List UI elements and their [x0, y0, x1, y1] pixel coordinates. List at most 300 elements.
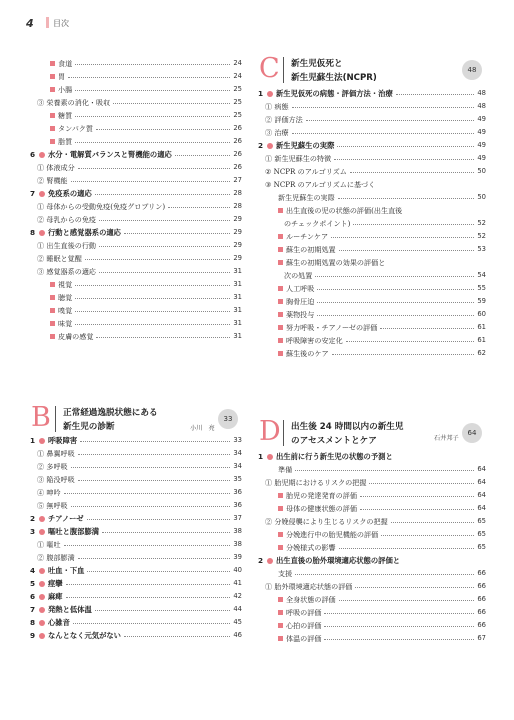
section-bullet-icon [39, 620, 45, 626]
entry-text [30, 577, 63, 590]
dot-leader [324, 626, 474, 627]
entry-text [265, 515, 388, 528]
toc-entry [30, 187, 242, 200]
entry-text [30, 434, 77, 447]
toc-entry [30, 330, 242, 343]
entry-label: 心雑音 [48, 618, 70, 627]
entry-text [50, 135, 72, 148]
toc-entry [30, 473, 242, 486]
dot-leader [96, 129, 230, 130]
dot-leader [102, 532, 230, 533]
entry-page: 52 [477, 232, 486, 240]
entry-page: 31 [233, 293, 242, 301]
square-bullet-icon [278, 610, 283, 615]
entry-label: 嗅覚 [58, 306, 73, 315]
dot-leader [381, 535, 474, 536]
toc-entry [258, 593, 486, 606]
dot-leader [71, 506, 230, 507]
entry-text [278, 191, 335, 204]
entry-label: ② NCPR のアルゴリズム [265, 167, 347, 176]
section-number: 4 [30, 566, 36, 575]
entry-label: ② 分娩侵襲により生じるリスクの把握 [265, 517, 388, 526]
chapter-divider [283, 57, 284, 83]
toc-entry [258, 243, 486, 256]
entry-text [278, 321, 377, 334]
section-bullet-icon [39, 529, 45, 535]
dot-leader [391, 522, 474, 523]
entry-label: 水分・電解質バランスと腎機能の適応 [48, 150, 172, 159]
chapter-heading-c [258, 54, 486, 88]
entry-text [30, 187, 92, 200]
dot-leader [339, 548, 474, 549]
dot-leader [73, 623, 230, 624]
chapter-letter: B [31, 402, 51, 433]
entry-label: ① 胎児期におけるリスクの把握 [265, 478, 367, 487]
entry-text [278, 347, 329, 360]
entry-page: 60 [477, 310, 486, 318]
entry-page: 27 [233, 176, 242, 184]
section-number: 1 [258, 452, 264, 461]
entry-text [278, 606, 321, 619]
square-bullet-icon [278, 493, 283, 498]
entry-text [278, 593, 336, 606]
entry-page: 55 [477, 284, 486, 292]
dot-leader [317, 315, 474, 316]
entry-label: ② 腎機能 [37, 176, 68, 185]
chapter-heading-d [258, 417, 486, 451]
dot-leader [80, 441, 230, 442]
running-title: 目次 [53, 19, 69, 28]
entry-page: 61 [477, 323, 486, 331]
chapter-title-line2: 新生児の診断 [63, 422, 115, 432]
entry-text [278, 528, 378, 541]
toc-entry [258, 178, 486, 191]
chapter-title-line2: のアセスメントとケア [291, 436, 377, 446]
dot-leader [64, 493, 230, 494]
entry-page: 26 [233, 137, 242, 145]
section-bullet-icon [267, 454, 273, 460]
entry-label: ① 出生直後の行動 [37, 241, 97, 250]
entry-label: ② 母乳からの免疫 [37, 215, 97, 224]
square-bullet-icon [278, 636, 283, 641]
toc-entry [30, 57, 242, 70]
dot-leader [75, 324, 230, 325]
chapter-letter: C [259, 53, 280, 84]
dot-leader [334, 159, 474, 160]
entry-page: 31 [233, 280, 242, 288]
entry-text [37, 200, 165, 213]
entry-label: 糖質 [58, 111, 73, 120]
section-number: 6 [30, 150, 36, 159]
entry-label: ③ NCPR のアルゴリズムに基づく [265, 180, 376, 189]
entry-label: ① 新生児蘇生の特徴 [265, 154, 332, 163]
entry-page: 25 [233, 98, 242, 106]
entry-text [278, 308, 314, 321]
entry-page: 54 [477, 271, 486, 279]
section-bullet-icon [267, 558, 273, 564]
entry-text [37, 239, 96, 252]
toc-entry [258, 308, 486, 321]
entry-label: 胎児の発達発育の評価 [286, 491, 357, 500]
toc-entry [258, 580, 486, 593]
entry-text [265, 580, 352, 593]
entry-page: 28 [233, 189, 242, 197]
entry-label: ① 母体からの受動免疫(免疫グロブリン) [37, 202, 166, 211]
section-number: 2 [258, 141, 264, 150]
entry-text [37, 213, 96, 226]
toc-entry [30, 538, 242, 551]
square-bullet-icon [278, 299, 283, 304]
toc-entry [30, 616, 242, 629]
section-number: 3 [30, 527, 36, 536]
entry-label: ① 体液成分 [37, 163, 75, 172]
toc-entry [30, 161, 242, 174]
dot-leader [66, 597, 230, 598]
section-number: 2 [30, 514, 36, 523]
square-bullet-icon [50, 295, 55, 300]
entry-page: 40 [233, 566, 242, 574]
square-bullet-icon [278, 338, 283, 343]
dot-leader [324, 613, 474, 614]
dot-leader [71, 467, 230, 468]
dot-leader [396, 94, 474, 95]
entry-page: 26 [233, 124, 242, 132]
entry-text [50, 291, 72, 304]
dot-leader [295, 574, 474, 575]
toc-entry [30, 291, 242, 304]
entry-page: 35 [233, 475, 242, 483]
entry-page: 46 [233, 631, 242, 639]
entry-page: 66 [477, 595, 486, 603]
entry-text [265, 113, 303, 126]
entry-text [37, 161, 75, 174]
chapter-title-line1: 新生児仮死と [291, 59, 343, 69]
entry-page: 29 [233, 228, 242, 236]
section-bullet-icon [267, 91, 273, 97]
square-bullet-icon [50, 74, 55, 79]
square-bullet-icon [278, 312, 283, 317]
toc-entry [258, 347, 486, 360]
entry-page: 28 [233, 202, 242, 210]
entry-label: 分娩進行中の胎児機能の評価 [286, 530, 379, 539]
dot-leader [75, 298, 230, 299]
entry-page: 44 [233, 605, 242, 613]
entry-page: 42 [233, 592, 242, 600]
toc-entry [30, 551, 242, 564]
toc-entry [30, 200, 242, 213]
toc-entry [258, 139, 486, 152]
toc-entry [30, 512, 242, 525]
entry-label: ① 病態 [265, 102, 289, 111]
entry-text [37, 460, 68, 473]
entry-label: ① 嘔吐 [37, 540, 61, 549]
square-bullet-icon [278, 506, 283, 511]
entry-page: 65 [477, 530, 486, 538]
dot-leader [360, 496, 474, 497]
page-number: 4 [26, 17, 34, 30]
chapter-heading-b [30, 403, 242, 437]
entry-label: ② 多呼吸 [37, 462, 68, 471]
dot-leader [346, 341, 474, 342]
toc-entry [258, 619, 486, 632]
entry-page: 36 [233, 488, 242, 496]
entry-page: 66 [477, 608, 486, 616]
section-number: 9 [30, 631, 36, 640]
entry-text [278, 334, 343, 347]
entry-text [37, 174, 68, 187]
section-bullet-icon [39, 568, 45, 574]
section-bullet-icon [39, 607, 45, 613]
dot-leader [78, 480, 230, 481]
square-bullet-icon [278, 532, 283, 537]
entry-text [278, 567, 292, 580]
entry-text [265, 152, 331, 165]
toc-entry [258, 554, 486, 567]
toc-entry [258, 541, 486, 554]
entry-text [30, 226, 121, 239]
entry-label: 麻痺 [48, 592, 63, 601]
chapter-author: 小川 亮 [190, 425, 215, 432]
dot-leader [350, 172, 474, 173]
toc-entry [30, 213, 242, 226]
entry-text [258, 139, 334, 152]
toc-entry [258, 502, 486, 515]
dot-leader [355, 587, 474, 588]
toc-entry [30, 174, 242, 187]
entry-label: 次の処置 [284, 271, 313, 280]
dot-leader [168, 207, 230, 208]
dot-leader [78, 168, 230, 169]
section-bullet-icon [39, 633, 45, 639]
section-number: 5 [30, 579, 36, 588]
entry-page: 64 [477, 478, 486, 486]
square-bullet-icon [50, 139, 55, 144]
entry-label: ③ 治療 [265, 128, 289, 137]
entry-label: 蘇生後のケア [286, 349, 329, 358]
entry-label: 免疫系の適応 [48, 189, 92, 198]
entry-label: 出生前に行う新生児の状態の予測と [276, 452, 393, 461]
section-bullet-icon [39, 594, 45, 600]
entry-text [30, 512, 84, 525]
section-number: 1 [258, 89, 264, 98]
dot-leader [68, 77, 230, 78]
dot-leader [317, 289, 474, 290]
square-bullet-icon [278, 286, 283, 291]
entry-text [278, 295, 314, 308]
dot-leader [338, 198, 474, 199]
chapter-letter: D [259, 416, 281, 447]
chapter-title-line2: 新生児蘇生法(NCPR) [291, 73, 377, 83]
section-bullet-icon [39, 152, 45, 158]
toc-entry [30, 226, 242, 239]
entry-page: 37 [233, 514, 242, 522]
dot-leader [339, 600, 474, 601]
dot-leader [87, 519, 230, 520]
dot-leader [75, 64, 230, 65]
toc-entry [30, 122, 242, 135]
toc-entry [258, 321, 486, 334]
entry-page: 31 [233, 319, 242, 327]
section-number: 1 [30, 436, 36, 445]
entry-page: 29 [233, 254, 242, 262]
toc-entry [30, 460, 242, 473]
entry-page: 62 [477, 349, 486, 357]
square-bullet-icon [278, 623, 283, 628]
entry-label: ③ 感覚器系の適応 [37, 267, 97, 276]
entry-text [265, 178, 375, 191]
dot-leader [71, 181, 230, 182]
toc-entry [258, 282, 486, 295]
header-accent-bar [46, 17, 49, 28]
toc-entry [30, 278, 242, 291]
entry-page: 59 [477, 297, 486, 305]
entry-label: ② 睡眠と覚醒 [37, 254, 82, 263]
entry-label: 全身状態の評価 [286, 595, 336, 604]
entry-text [37, 486, 61, 499]
entry-label: ③ 栄養素の消化・吸収 [37, 98, 111, 107]
chapter-page-badge: 64 [462, 423, 482, 443]
entry-page: 31 [233, 267, 242, 275]
square-bullet-icon [278, 597, 283, 602]
toc-entry [30, 629, 242, 642]
entry-label: 出生直後の胎外環境適応状態の評価と [276, 556, 401, 565]
toc-entry [258, 450, 486, 463]
section-number: 8 [30, 618, 36, 627]
entry-page: 29 [233, 215, 242, 223]
entry-label: 蘇生の初期処置 [286, 245, 336, 254]
dot-leader [75, 285, 230, 286]
entry-page: 48 [477, 89, 486, 97]
dot-leader [95, 610, 230, 611]
dot-leader [292, 107, 474, 108]
toc-entry [30, 70, 242, 83]
toc-entry [30, 434, 242, 447]
section-number: 7 [30, 189, 36, 198]
entry-label: 視覚 [58, 280, 73, 289]
dot-leader [337, 146, 474, 147]
entry-page: 31 [233, 306, 242, 314]
entry-text [278, 256, 385, 269]
entry-text [258, 87, 393, 100]
entry-label: ① 胎外環境適応状態の評価 [265, 582, 353, 591]
entry-text [278, 541, 336, 554]
toc-entry [30, 447, 242, 460]
toc-entry [30, 252, 242, 265]
entry-text [37, 447, 75, 460]
square-bullet-icon [50, 113, 55, 118]
entry-text [265, 165, 347, 178]
dot-leader [78, 454, 230, 455]
entry-page: 36 [233, 501, 242, 509]
toc-entry [258, 489, 486, 502]
entry-page: 65 [477, 543, 486, 551]
entry-page: 67 [477, 634, 486, 642]
toc-entry [30, 135, 242, 148]
toc-entry [258, 165, 486, 178]
square-bullet-icon [50, 282, 55, 287]
toc-entry [258, 191, 486, 204]
entry-page: 38 [233, 540, 242, 548]
entry-text [37, 96, 110, 109]
entry-page: 64 [477, 491, 486, 499]
dot-leader [75, 142, 230, 143]
entry-label: 小腸 [58, 85, 73, 94]
square-bullet-icon [50, 87, 55, 92]
dot-leader [75, 116, 230, 117]
dot-leader [324, 639, 474, 640]
entry-page: 64 [477, 465, 486, 473]
toc-entry [258, 217, 486, 230]
toc-entry [258, 334, 486, 347]
toc-entry [258, 230, 486, 243]
entry-text [284, 269, 312, 282]
toc-entry [258, 113, 486, 126]
dot-leader [332, 354, 474, 355]
toc-entry [30, 83, 242, 96]
dot-leader [113, 103, 230, 104]
entry-text [278, 632, 321, 645]
entry-page: 39 [233, 553, 242, 561]
dot-leader [124, 636, 230, 637]
toc-entry [258, 152, 486, 165]
section-bullet-icon [39, 438, 45, 444]
dot-leader [64, 545, 230, 546]
square-bullet-icon [50, 308, 55, 313]
entry-text [258, 554, 400, 567]
chapter-title-line1: 正常経過逸脱状態にある [63, 408, 158, 418]
toc-entry [258, 269, 486, 282]
entry-text [278, 204, 402, 217]
toc-entry [258, 567, 486, 580]
dot-leader [360, 509, 474, 510]
square-bullet-icon [278, 545, 283, 550]
section-bullet-icon [39, 581, 45, 587]
chapter-divider [283, 420, 284, 446]
entry-text [50, 304, 72, 317]
entry-label: 蘇生の初期処置の効果の評価と [286, 258, 386, 267]
square-bullet-icon [278, 325, 283, 330]
square-bullet-icon [50, 321, 55, 326]
entry-text [50, 83, 72, 96]
square-bullet-icon [278, 247, 283, 252]
entry-label: 食道 [58, 59, 73, 68]
entry-page: 41 [233, 579, 242, 587]
entry-text [30, 603, 92, 616]
toc-entry [30, 486, 242, 499]
toc-entry [258, 476, 486, 489]
entry-label: 味覚 [58, 319, 73, 328]
section-bullet-icon [39, 191, 45, 197]
entry-text [50, 278, 72, 291]
dot-leader [369, 483, 474, 484]
entry-page: 49 [477, 154, 486, 162]
toc-entry [30, 317, 242, 330]
entry-label: ④ 呻吟 [37, 488, 61, 497]
toc-entry [30, 304, 242, 317]
toc-entry [30, 525, 242, 538]
entry-text [50, 330, 93, 343]
entry-text [50, 70, 65, 83]
square-bullet-icon [50, 126, 55, 131]
dot-leader [353, 224, 474, 225]
toc-entry [258, 204, 486, 217]
entry-label: 発熱と低体温 [48, 605, 92, 614]
entry-label: タンパク質 [58, 124, 93, 133]
dot-leader [317, 302, 474, 303]
entry-page: 49 [477, 115, 486, 123]
toc-entry [258, 87, 486, 100]
chapter-page-badge: 33 [218, 409, 238, 429]
